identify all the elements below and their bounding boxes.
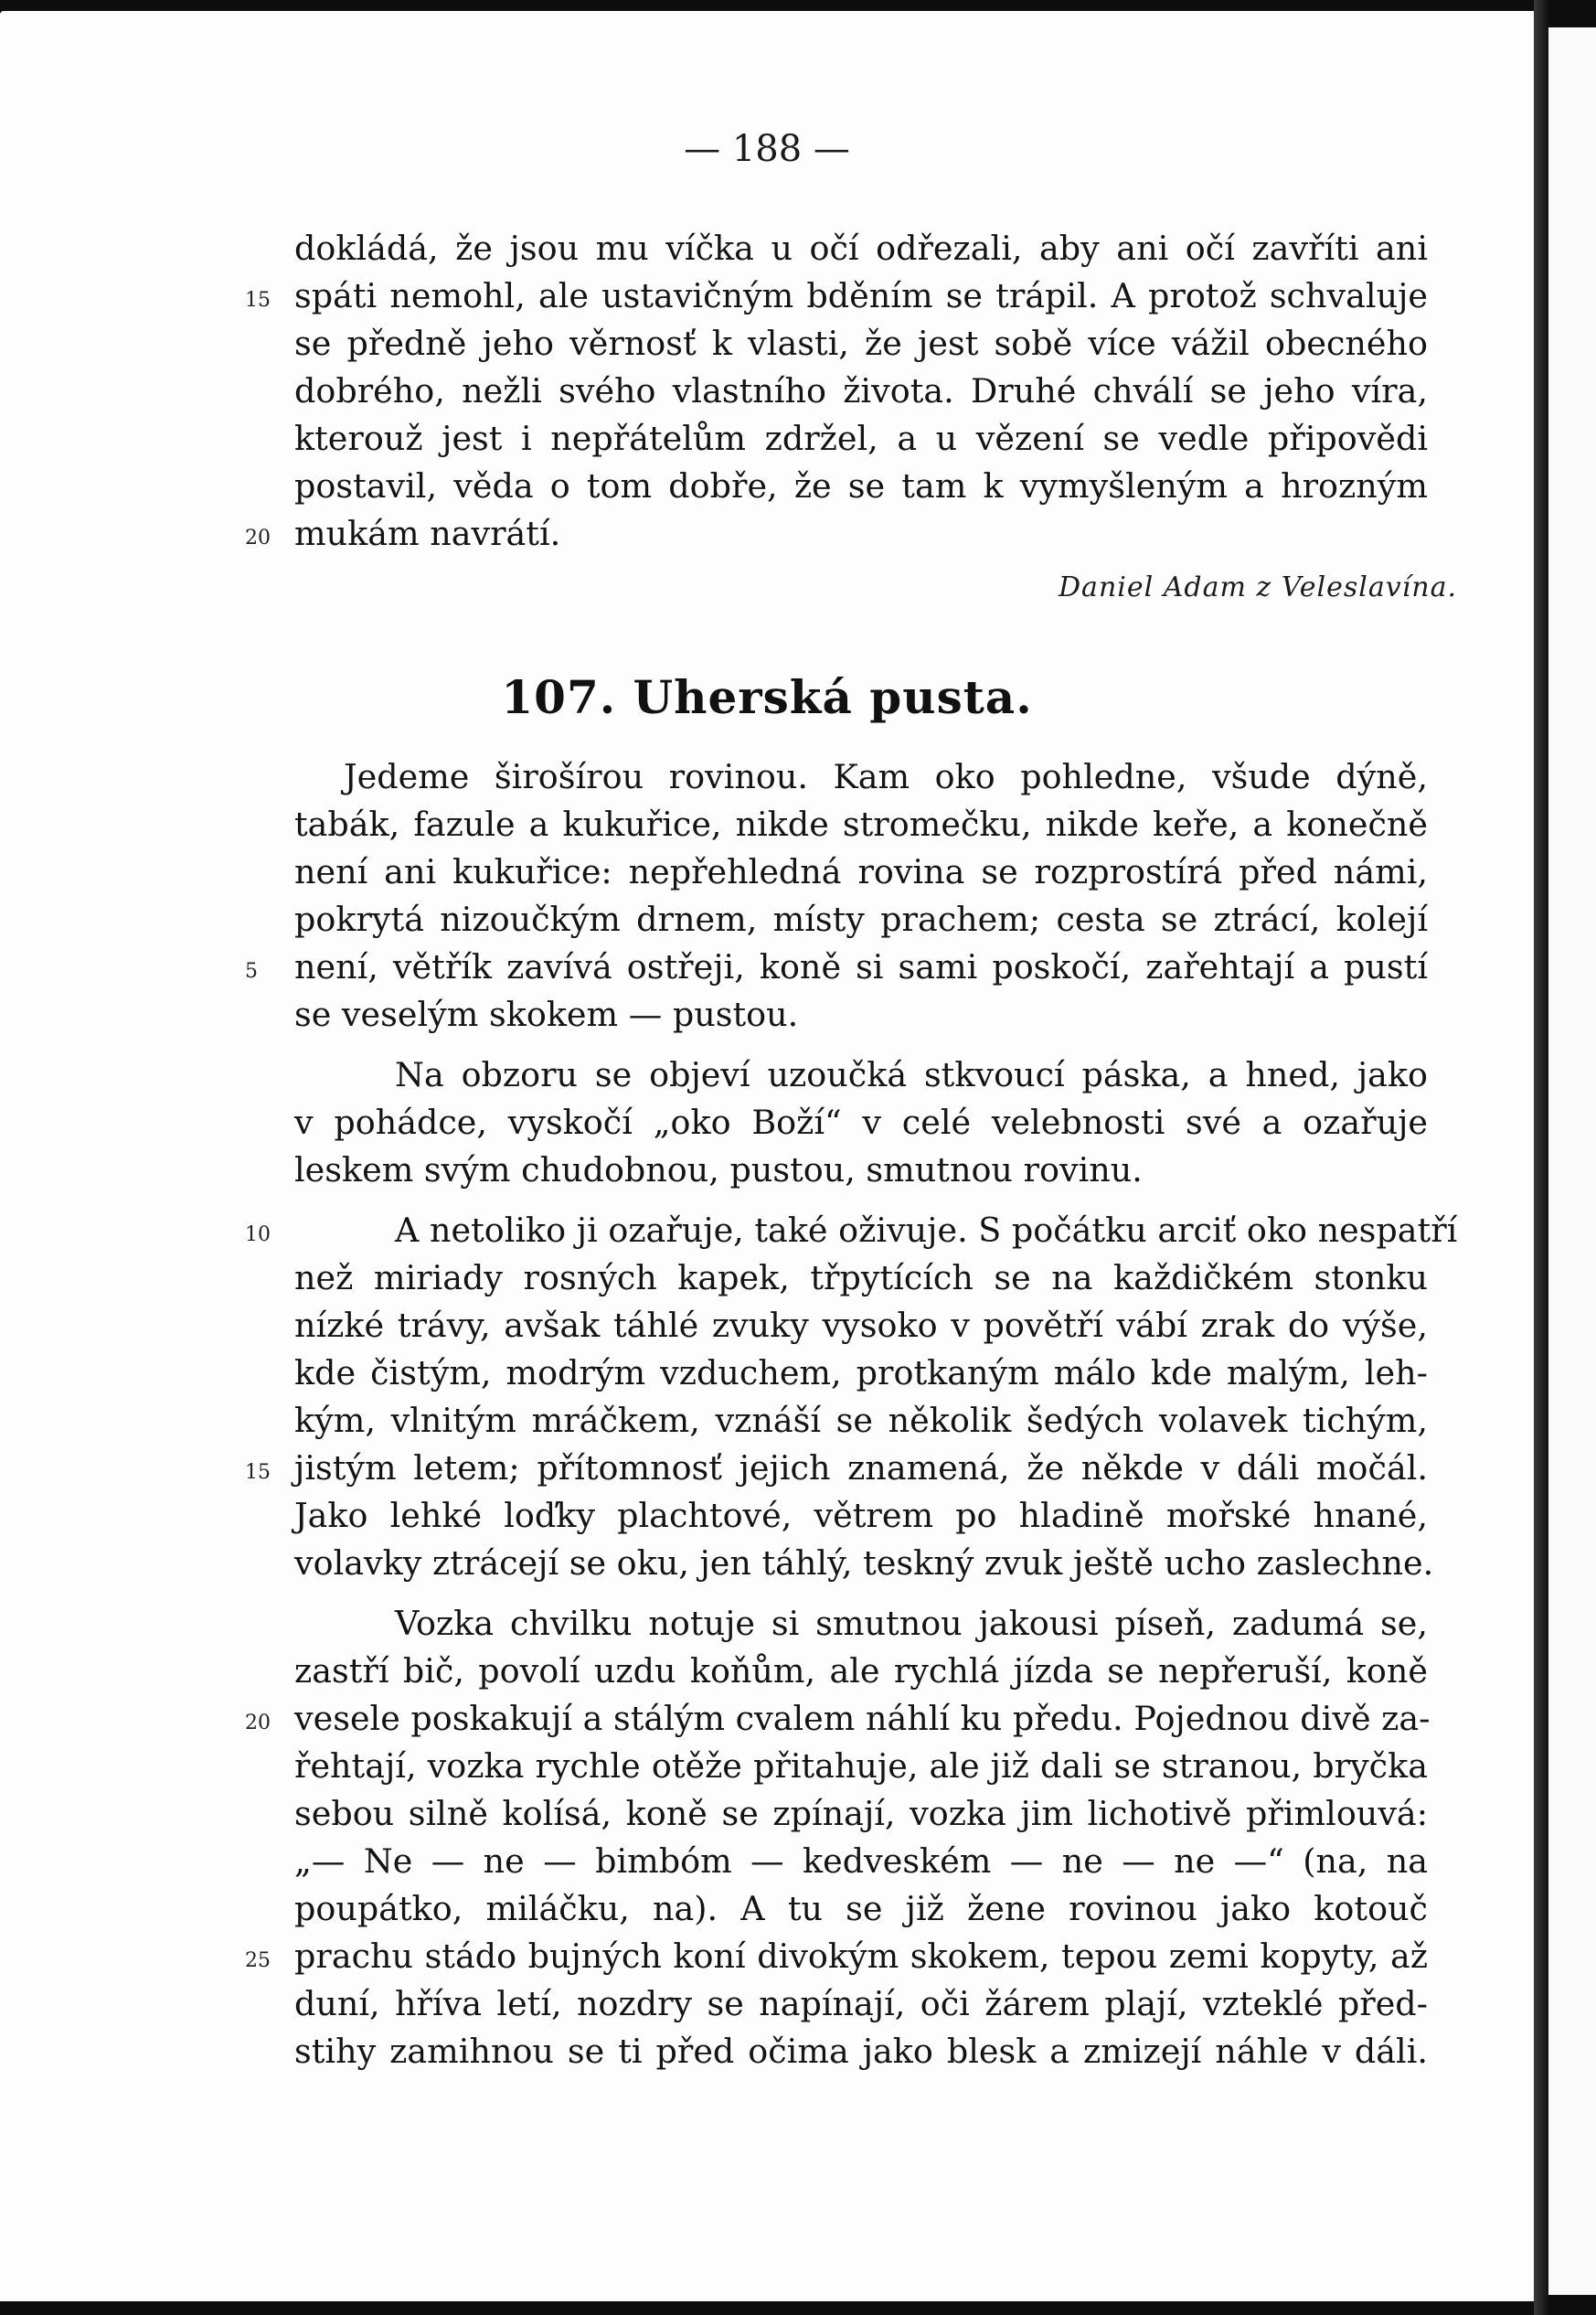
page-number-header: — 188 —: [684, 128, 850, 170]
text-line: nízké trávy, avšak táhlé zvuky vysoko v povětří vábí zrak do výše,: [294, 1306, 1428, 1345]
text-line: spáti nemohl, ale ustavičným bděním se trápil. A protož schvaluje: [294, 276, 1428, 315]
line-number: 25: [245, 1949, 271, 1972]
text-line: než miriady rosných kapek, třpytících se na každičkém stonku: [294, 1258, 1428, 1297]
text-line: sebou silně kolísá, koně se zpínají, vozka jim lichotivě přimlouvá:: [294, 1794, 1428, 1833]
text-line: volavky ztrácejí se oku, jen táhlý, teskný zvuk ještě ucho zaslechne.: [294, 1543, 1434, 1583]
line-number: 10: [245, 1223, 271, 1246]
text-line: Na obzoru se objeví uzoučká stkvoucí páska, a hned, jako: [395, 1055, 1428, 1094]
text-line: jistým letem; přítomnosť jejich znamená, že někde v dáli močál.: [294, 1448, 1428, 1488]
text-line: duní, hříva letí, nozdry se napínají, oči žárem plají, vzteklé před-: [294, 1984, 1428, 2023]
text-line: zastří bič, povolí uzdu koňům, ale rychlá jízda se nepřeruší, koně: [294, 1651, 1428, 1691]
line-number: 20: [245, 1712, 271, 1734]
text-line: se předně jeho věrnosť k vlasti, že jest sobě více vážil obecného: [294, 324, 1428, 363]
text-line: kým, vlnitým mráčkem, vznáší se několik šedých volavek tichým,: [294, 1401, 1428, 1440]
line-number: 20: [245, 527, 271, 549]
section-title: 107. Uherská pusta.: [501, 670, 1033, 724]
text-line: Jako lehké loďky plachtové, větrem po hladině mořské hnané,: [294, 1496, 1428, 1535]
text-line: není ani kukuřice: nepřehledná rovina se rozprostírá před námi,: [294, 852, 1428, 891]
text-line: řehtají, vozka rychle otěže přitahuje, ale již dali se stranou, bryčka: [294, 1746, 1428, 1786]
author-signature: Daniel Adam z Veleslavína.: [1059, 571, 1457, 603]
text-line: není, větřík zavívá ostřeji, koně si sami poskočí, zařehtají a pustí: [294, 947, 1428, 987]
text-line: kterouž jest i nepřátelům zdržel, a u vězení se vedle připovědi: [294, 419, 1428, 458]
text-line: Jedeme širošírou rovinou. Kam oko pohledne, všude dýně,: [344, 757, 1428, 796]
text-line: stihy zamihnou se ti před očima jako blesk a zmizejí náhle v dáli.: [294, 2032, 1428, 2071]
text-line: kde čistým, modrým vzduchem, protkaným málo kde malým, leh-: [294, 1353, 1428, 1392]
text-line: vesele poskakují a stálým cvalem náhlí ku předu. Pojednou divě za-: [294, 1699, 1431, 1738]
text-line: dobrého, nežli svého vlastního života. Druhé chválí se jeho víra,: [294, 371, 1428, 411]
text-line: prachu stádo bujných koní divokým skokem, tepou zemi kopyty, až: [294, 1936, 1428, 1976]
line-number: 15: [245, 289, 271, 312]
text-line: Vozka chvilku notuje si smutnou jakousi píseň, zadumá se,: [395, 1604, 1428, 1643]
line-number: 15: [245, 1461, 271, 1484]
text-line: A netoliko ji ozařuje, také oživuje. S počátku arciť oko nespatří: [395, 1211, 1458, 1250]
text-line: tabák, fazule a kukuřice, nikde stromečku, nikde keře, a konečně: [294, 805, 1428, 844]
text-line: se veselým skokem — pustou.: [294, 995, 799, 1034]
text-line: poupátko, miláčku, na). A tu se již žene rovinou jako kotouč: [294, 1889, 1428, 1928]
scan-edge-shadow: [1534, 0, 1548, 2315]
text-line: leskem svým chudobnou, pustou, smutnou rovinu.: [294, 1150, 1143, 1190]
adjacent-page-edge: [1548, 27, 1596, 2295]
text-line: postavil, věda o tom dobře, že se tam k vymyšleným a hrozným: [294, 466, 1428, 506]
line-number: 5: [245, 960, 258, 983]
text-line: „— Ne — ne — bimbóm — kedveském — ne — ne —“ (na, na: [294, 1841, 1428, 1881]
text-line: pokrytá nizoučkým drnem, místy prachem; cesta se ztrácí, kolejí: [294, 900, 1428, 939]
text-line: mukám navrátí.: [294, 514, 561, 553]
text-line: dokládá, že jsou mu víčka u očí odřezali, aby ani očí zavříti ani: [294, 229, 1428, 268]
text-line: v pohádce, vyskočí „oko Boží“ v celé velebnosti své a ozařuje: [294, 1103, 1428, 1142]
